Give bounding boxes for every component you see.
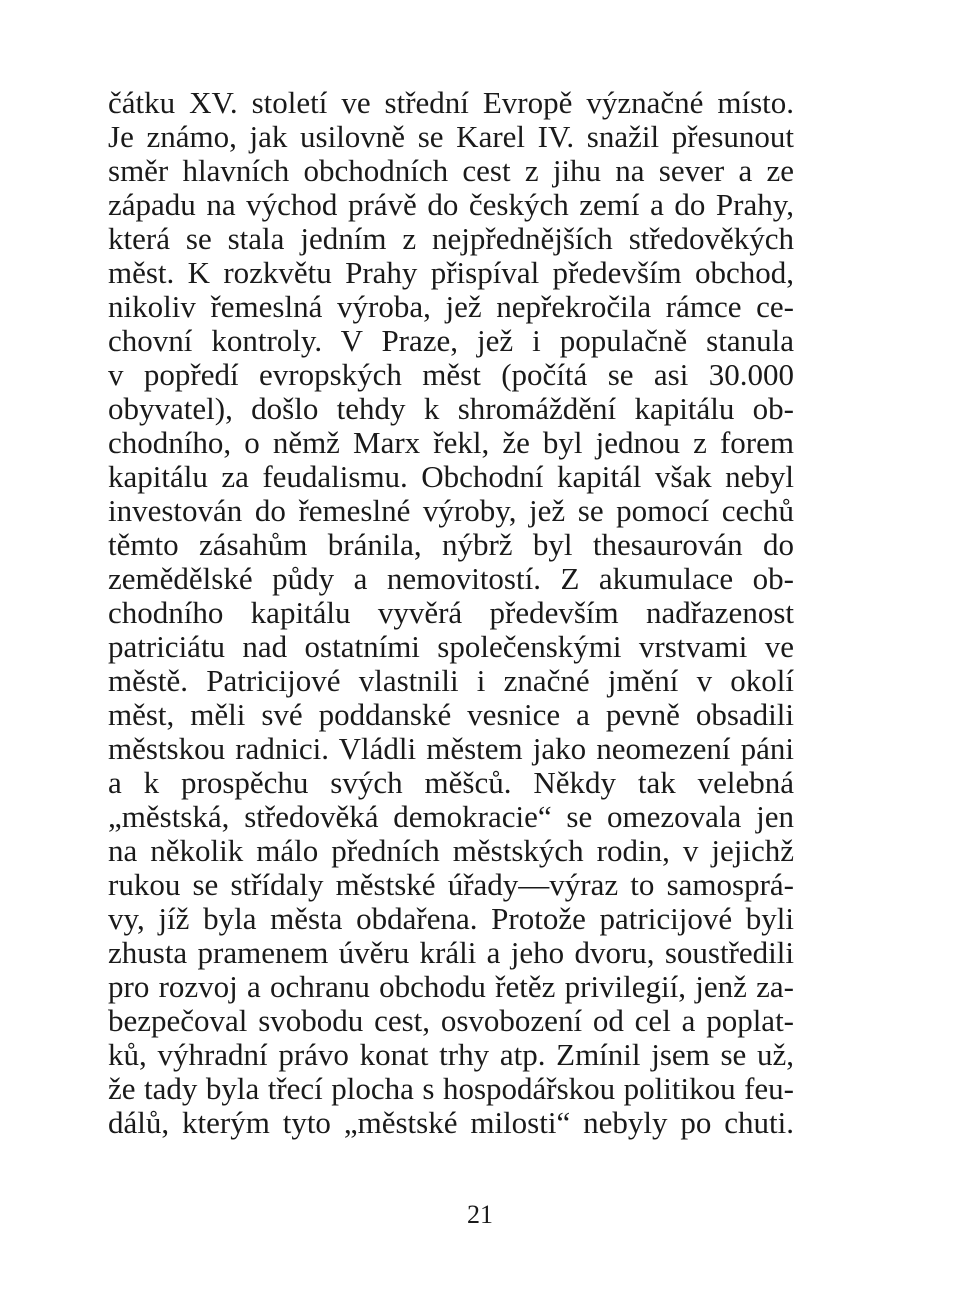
text-line: směr hlavních obchodních cest z jihu na sever a ze (108, 153, 794, 188)
text-line: měst. K rozkvětu Prahy přispíval především obchod, (108, 255, 794, 290)
text-line: zhusta pramenem úvěru králi a jeho dvoru, soustředili (108, 935, 794, 970)
text-line: chodního kapitálu vyvěrá především nadřazenost (108, 595, 794, 630)
text-line: západu na východ právě do českých zemí a do Prahy, (108, 187, 794, 222)
text-line: která se stala jedním z nejpřednějších středověkých (108, 221, 794, 256)
text-line: pro rozvoj a ochranu obchodu řetěz privilegií, jenž za- (108, 969, 794, 1004)
text-line: kapitálu za feudalismu. Obchodní kapitál však nebyl (108, 459, 794, 494)
text-line: že tady byla třecí plocha s hospodářskou politikou feu- (108, 1071, 794, 1106)
text-line: a k prospěchu svých měšců. Někdy tak velebná (108, 765, 794, 800)
text-line: zemědělské půdy a nemovitostí. Z akumulace ob- (108, 561, 794, 596)
text-line: městě. Patricijové vlastnili i značné jmění v okolí (108, 663, 794, 698)
text-line: v popředí evropských měst (počítá se asi 30.000 (108, 357, 794, 392)
text-line: „městská, středověká demokracie“ se omezovala jen (108, 799, 794, 834)
text-line: ků, výhradní právo konat trhy atp. Zmínil jsem se už, (108, 1037, 794, 1072)
text-line: chovní kontroly. V Praze, jež i populačně stanula (108, 323, 794, 358)
text-line: městskou radnici. Vládli městem jako neomezení páni (108, 731, 794, 766)
text-line: nikoliv řemeslná výroba, jež nepřekročila rámce ce- (108, 289, 794, 324)
body-text (108, 86, 794, 1140)
text-line: těmto zásahům bránila, nýbrž byl thesaurován do (108, 527, 794, 562)
text-line: investován do řemeslné výroby, jež se pomocí cechů (108, 493, 794, 528)
text-line: vy, jíž byla města obdařena. Protože patricijové byli (108, 901, 794, 936)
text-line: Je známo, jak usilovně se Karel IV. snažil přesunout (108, 119, 794, 154)
page-number: 21 (467, 1200, 493, 1229)
text-line: bezpečoval svobodu cest, osvobození od cel a poplat- (108, 1003, 794, 1038)
text-line: měst, měli své poddanské vesnice a pevně obsadili (108, 697, 794, 732)
text-line: dálů, kterým tyto „městské milosti“ nebyly po chuti. (108, 1105, 794, 1140)
text-line: patriciátu nad ostatními společenskými vrstvami ve (108, 629, 794, 664)
text-line: obyvatel), došlo tehdy k shromáždění kapitálu ob- (108, 391, 794, 426)
text-line: na několik málo předních městských rodin, v jejichž (108, 833, 794, 868)
text-line: chodního, o němž Marx řekl, že byl jednou z forem (108, 425, 794, 460)
text-line: rukou se střídaly městské úřady—výraz to samosprá- (108, 867, 794, 902)
text-line: čátku XV. století ve střední Evropě význačné místo. (108, 85, 794, 120)
